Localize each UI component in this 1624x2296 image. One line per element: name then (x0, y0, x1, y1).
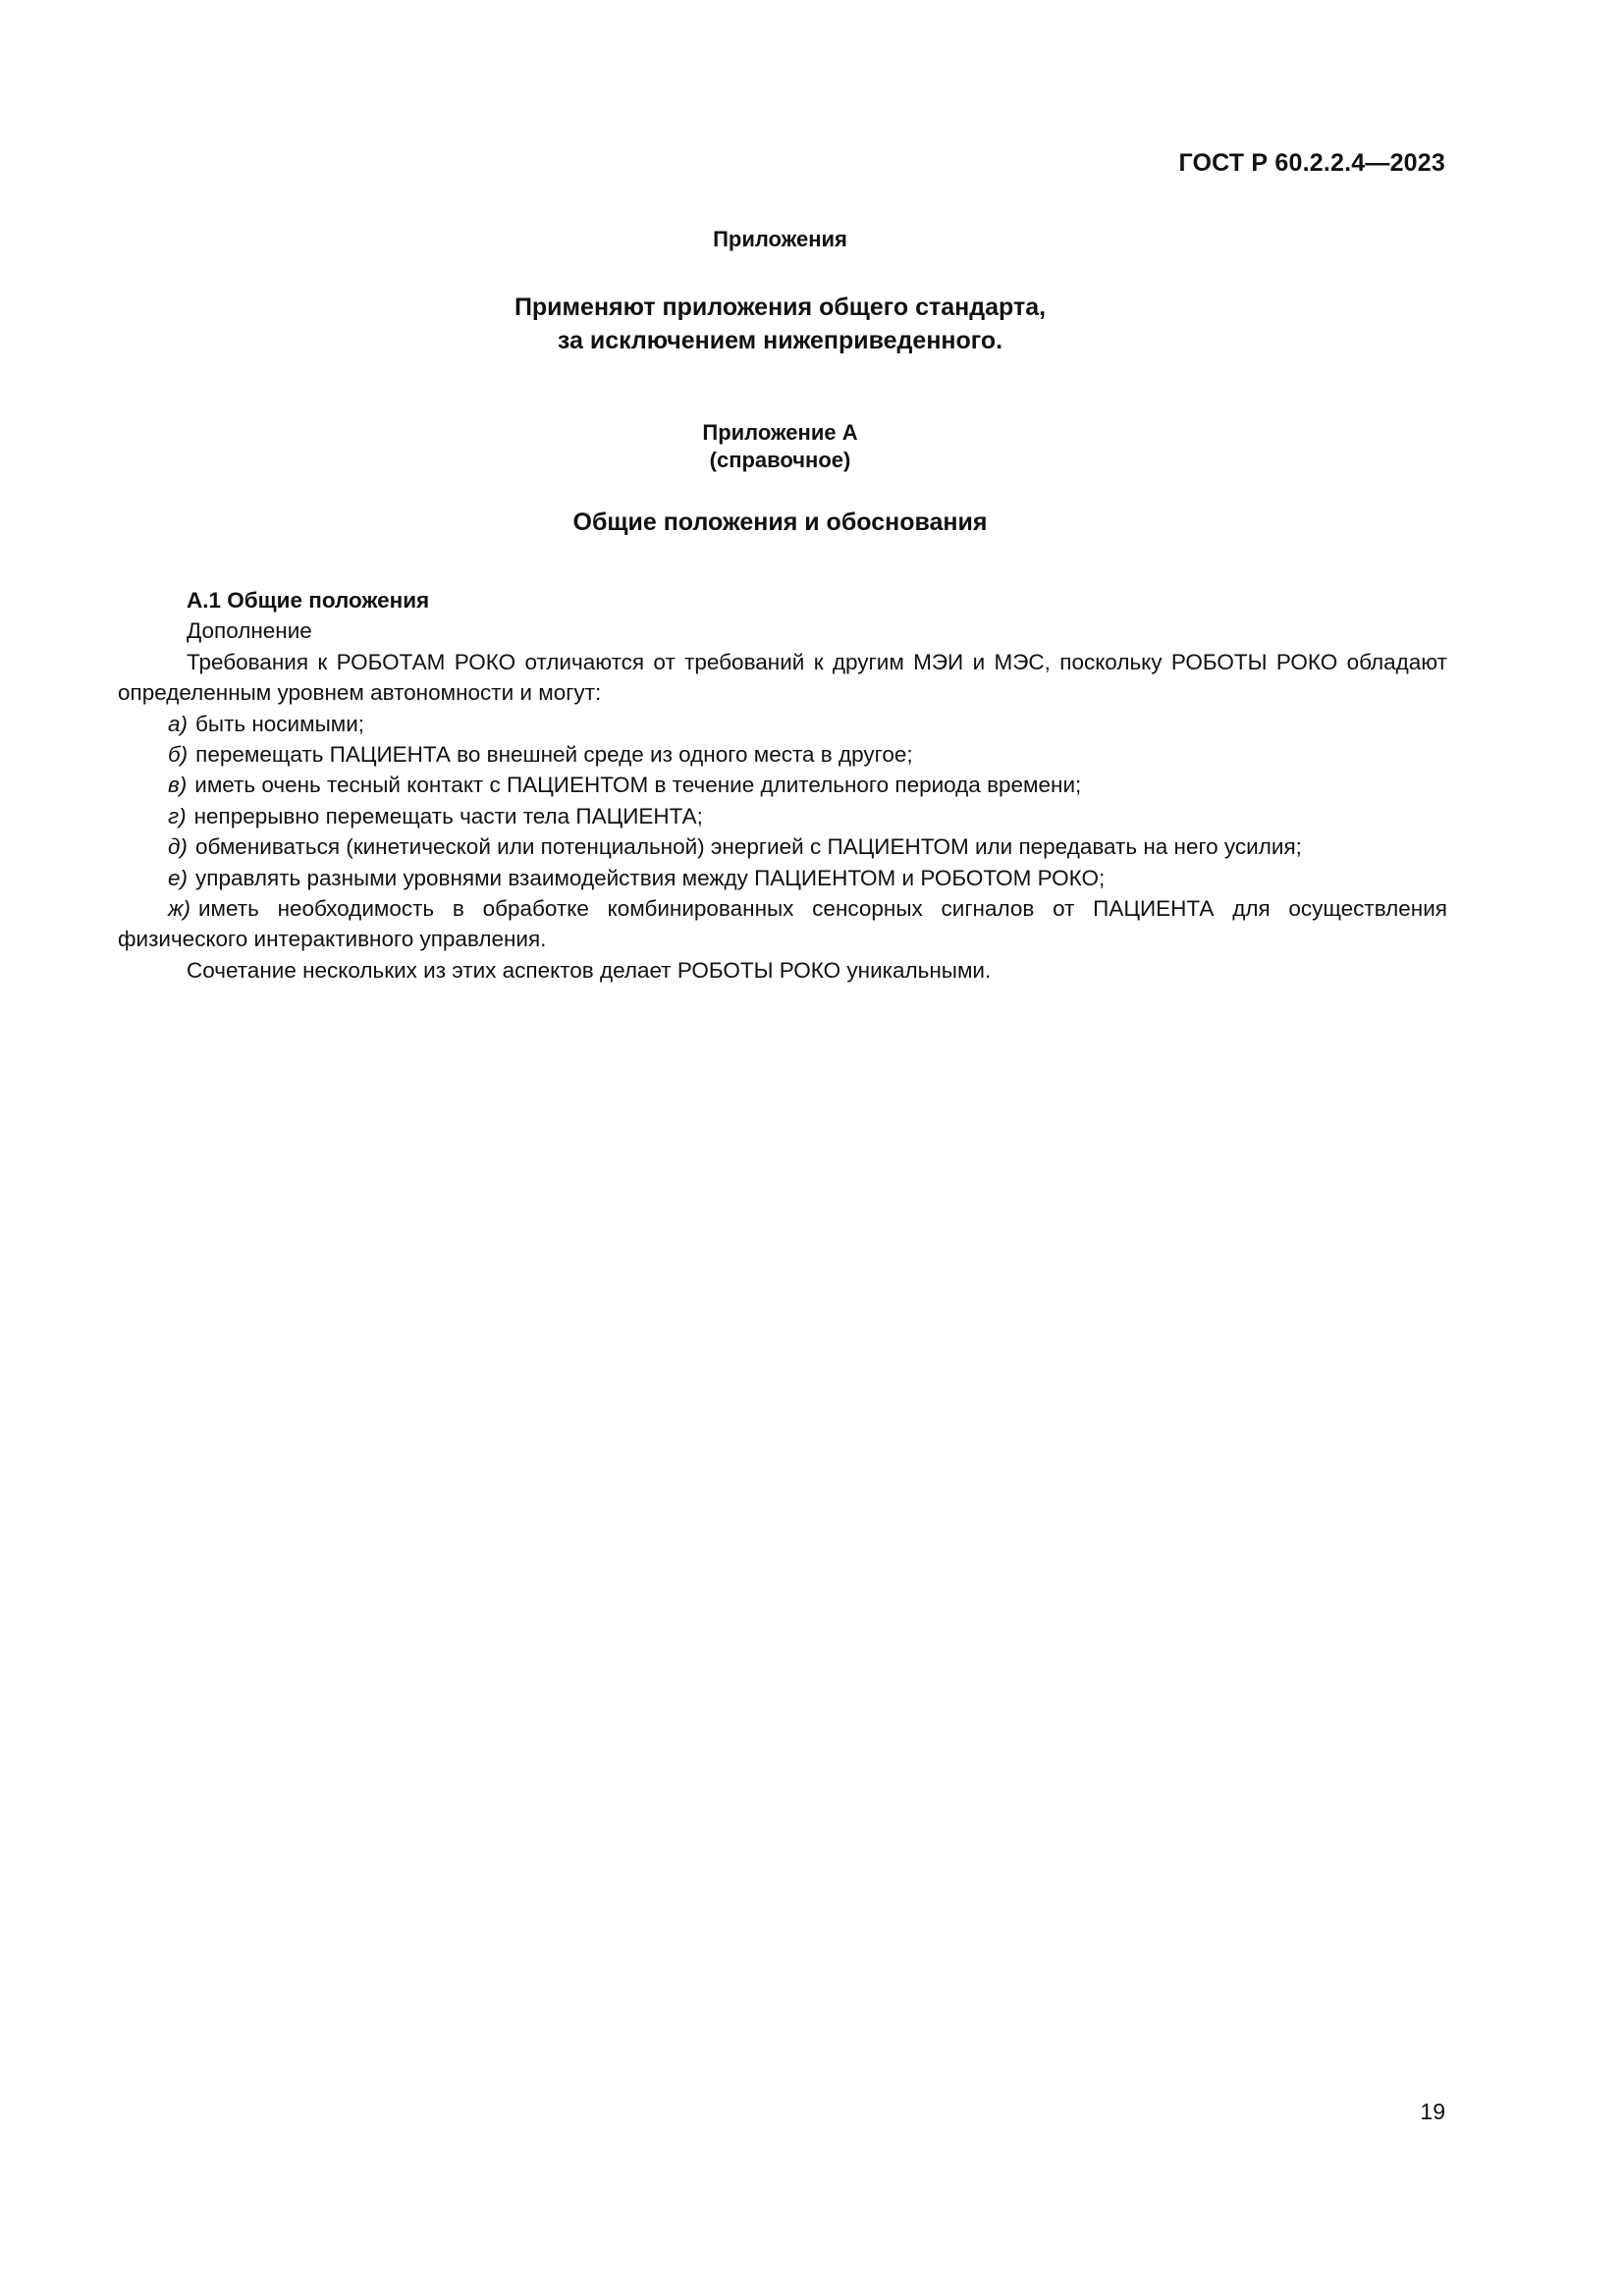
list-item-text: обмениваться (кинетической или потенциальной) энергией с ПАЦИЕНТОМ или передавать на него усилия; (194, 834, 1302, 860)
supplement-label: Дополнение (187, 618, 312, 644)
list-item-text: перемещать ПАЦИЕНТА во внешней среде из одного места в другое; (195, 742, 913, 768)
apply-note-line-1: Применяют приложения общего стандарта, (514, 294, 1047, 321)
list-item-text: иметь необходимость в обработке комбинированных сенсорных сигналов от ПАЦИЕНТА для осуществления физического интерактивного управления. (118, 896, 1447, 952)
list-item-marker: ж) (168, 896, 190, 922)
conclusion-paragraph: Сочетание нескольких из этих аспектов делает РОБОТЫ РОКО уникальными. (187, 957, 992, 983)
list-item (118, 831, 1447, 862)
list-item (118, 709, 1447, 739)
appendix-a-label-block (0, 419, 1560, 474)
list-item-marker: е) (168, 865, 189, 890)
section-title: А.1 Общие положения (187, 588, 430, 613)
list-item-marker: б) (168, 742, 189, 768)
list-item-text: управлять разными уровнями взаимодействия между ПАЦИЕНТОМ и РОБОТОМ РОКО; (195, 865, 1106, 890)
list-item-marker: а) (168, 711, 189, 736)
list-item (118, 801, 1447, 831)
list-item (118, 739, 1447, 770)
section-body (118, 585, 1447, 986)
list-item-marker: д) (168, 834, 188, 860)
appendix-a-heading: Общие положения и обоснования (572, 508, 988, 536)
list-item (118, 893, 1447, 955)
intro-paragraph: Требования к РОБОТАМ РОКО отличаются от требований к другим МЭИ и МЭС, поскольку РОБОТЫ РОКО обладают определенным уровнем автономности и могут: (118, 649, 1447, 706)
appendix-a-type: (справочное) (709, 448, 851, 472)
appendices-title: Приложения (713, 227, 847, 251)
appendices-apply-note (0, 291, 1560, 357)
list-item-text: иметь очень тесный контакт с ПАЦИЕНТОМ в течение длительного периода времени; (194, 773, 1082, 798)
appendix-a-label: Приложение А (702, 420, 858, 445)
list-item-marker: в) (168, 773, 188, 798)
list-item (118, 863, 1447, 893)
apply-note-line-2: за исключением нижеприведенного. (557, 327, 1003, 354)
list-item-text: быть носимыми; (195, 711, 365, 736)
page-number: 19 (1420, 2099, 1445, 2124)
list-item (118, 770, 1447, 800)
list-item-marker: г) (168, 803, 187, 828)
document-code: ГОСТ Р 60.2.2.4—2023 (1178, 149, 1445, 177)
list-item-text: непрерывно перемещать части тела ПАЦИЕНТА; (193, 803, 703, 828)
